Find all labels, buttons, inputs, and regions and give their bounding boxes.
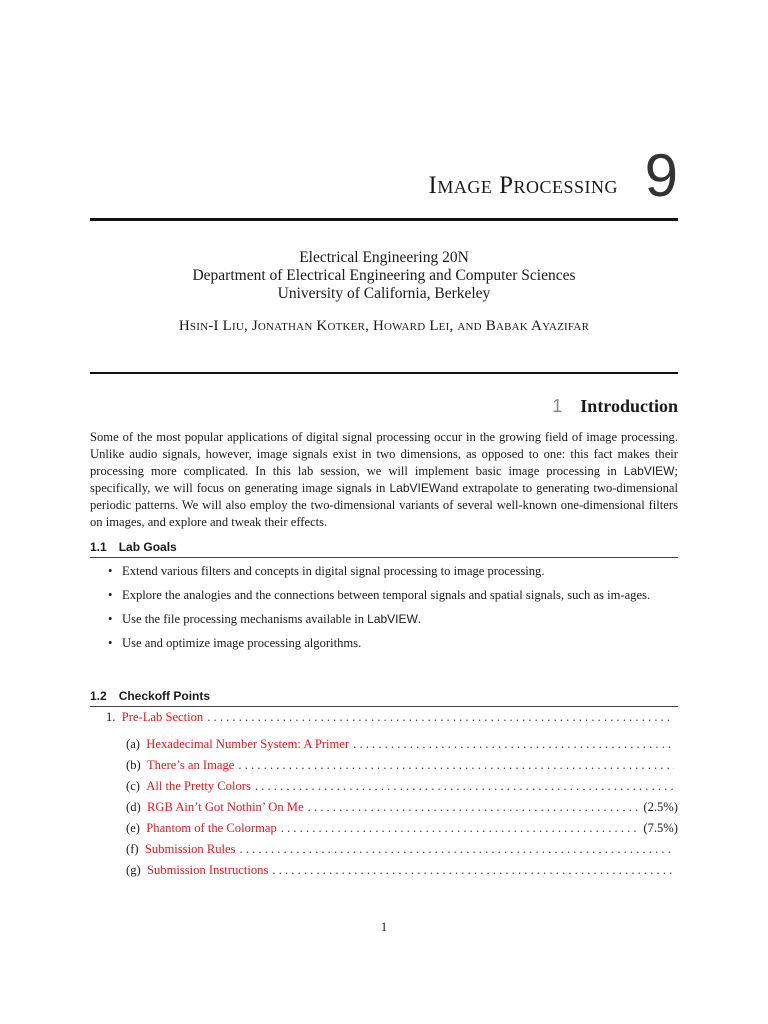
- toc-marker: (g): [126, 863, 141, 877]
- toc-link[interactable]: RGB Ain’t Got Nothin’ On Me: [146, 800, 304, 814]
- affiliation-line-3: University of California, Berkeley: [277, 285, 491, 302]
- subsection-title: Checkoff Points: [118, 689, 211, 703]
- section-number: 1: [552, 396, 563, 416]
- toc-marker: (b): [126, 758, 141, 772]
- intro-text-3: and extrapolate to generating two-dimensional periodic patterns. We will also employ the two-dimensional variants of several well-known one-dimensional filters on images, and explore and tweak their effects.: [90, 481, 678, 529]
- toc-link[interactable]: Hexadecimal Number System: A Primer: [146, 737, 350, 751]
- labview-term: LabVIEW: [367, 612, 418, 626]
- toc-marker: (f): [126, 842, 139, 856]
- toc-leader: [281, 821, 640, 836]
- chapter-title: Image Processing: [428, 172, 618, 199]
- toc-points: (7.5%): [643, 821, 678, 835]
- list-item-text: Use the file processing mechanisms available in: [122, 612, 368, 626]
- toc-link[interactable]: Submission Rules: [144, 842, 236, 856]
- toc-link[interactable]: Submission Instructions: [146, 863, 269, 877]
- toc-leader: [353, 737, 674, 752]
- section-title: Introduction: [580, 396, 678, 416]
- list-item: • Extend various filters and concepts in digital signal processing to image processing.: [108, 563, 678, 579]
- toc-leader: [308, 800, 640, 815]
- toc-entry-main[interactable]: [106, 710, 678, 728]
- toc-leader: [207, 710, 674, 725]
- toc-link[interactable]: Pre-Lab Section: [121, 710, 204, 724]
- labview-term: LabVIEW: [389, 481, 441, 495]
- toc-marker: (a): [126, 737, 140, 751]
- list-item: • Use and optimize image processing algorithms.: [108, 635, 678, 651]
- authors: Hsin-I Liu, Jonathan Kotker, Howard Lei, and Babak Ayazifar: [178, 318, 590, 334]
- toc-leader: [255, 779, 674, 794]
- toc-link[interactable]: There’s an Image: [146, 758, 235, 772]
- toc-marker: (d): [126, 800, 141, 814]
- title-rule: [90, 218, 678, 221]
- authors-rule: [90, 372, 678, 374]
- toc-leader: [240, 842, 674, 857]
- toc-marker: (e): [126, 821, 140, 835]
- intro-text-2: ; specifically, we will focus on generating image signals in: [90, 464, 678, 495]
- affiliation-line-2: Department of Electrical Engineering and Computer Sciences: [192, 267, 576, 284]
- toc-link[interactable]: Phantom of the Colormap: [146, 821, 277, 835]
- subsection-number: 1.2: [90, 689, 107, 703]
- toc-leader: [272, 863, 674, 878]
- chapter-title-block: [90, 126, 678, 209]
- list-item: • Use the file processing mechanisms available in LabVIEW.: [108, 611, 678, 627]
- toc-entry[interactable]: [126, 863, 678, 881]
- list-item: • Explore the analogies and the connections between temporal signals and spatial signals, such as im-ages.: [108, 587, 678, 603]
- intro-paragraph: [90, 429, 678, 531]
- subsection-checkoff-points: [90, 689, 678, 707]
- toc-entry[interactable]: [126, 821, 678, 839]
- toc-entry[interactable]: [126, 842, 678, 860]
- labview-term: LabVIEW: [623, 464, 675, 478]
- toc-entry[interactable]: [126, 800, 678, 818]
- subsection-title: Lab Goals: [118, 540, 177, 554]
- chapter-number: 9: [644, 142, 678, 209]
- page-number: 1: [380, 919, 388, 934]
- subsection-number: 1.1: [90, 540, 107, 554]
- affiliation-line-1: Electrical Engineering 20N: [299, 249, 469, 266]
- lab-goals-list: [108, 563, 678, 659]
- intro-text-1: Some of the most popular applications of digital signal processing occur in the growing field of image processing. Unlike audio signals, however, image signals exist in two dimensions, as opposed to one: this fact makes their processing more complicated. In this lab session, we will implement basic image processing in: [90, 430, 678, 478]
- toc-entry[interactable]: [126, 779, 678, 797]
- toc-marker: (c): [126, 779, 140, 793]
- toc-entry[interactable]: [126, 737, 678, 755]
- toc-points: (2.5%): [643, 800, 678, 814]
- toc-entry[interactable]: [126, 758, 678, 776]
- section-heading: [552, 396, 678, 417]
- toc-marker: 1.: [106, 710, 116, 724]
- toc-leader: [238, 758, 674, 773]
- subsection-lab-goals: [90, 540, 678, 558]
- toc-link[interactable]: All the Pretty Colors: [146, 779, 251, 793]
